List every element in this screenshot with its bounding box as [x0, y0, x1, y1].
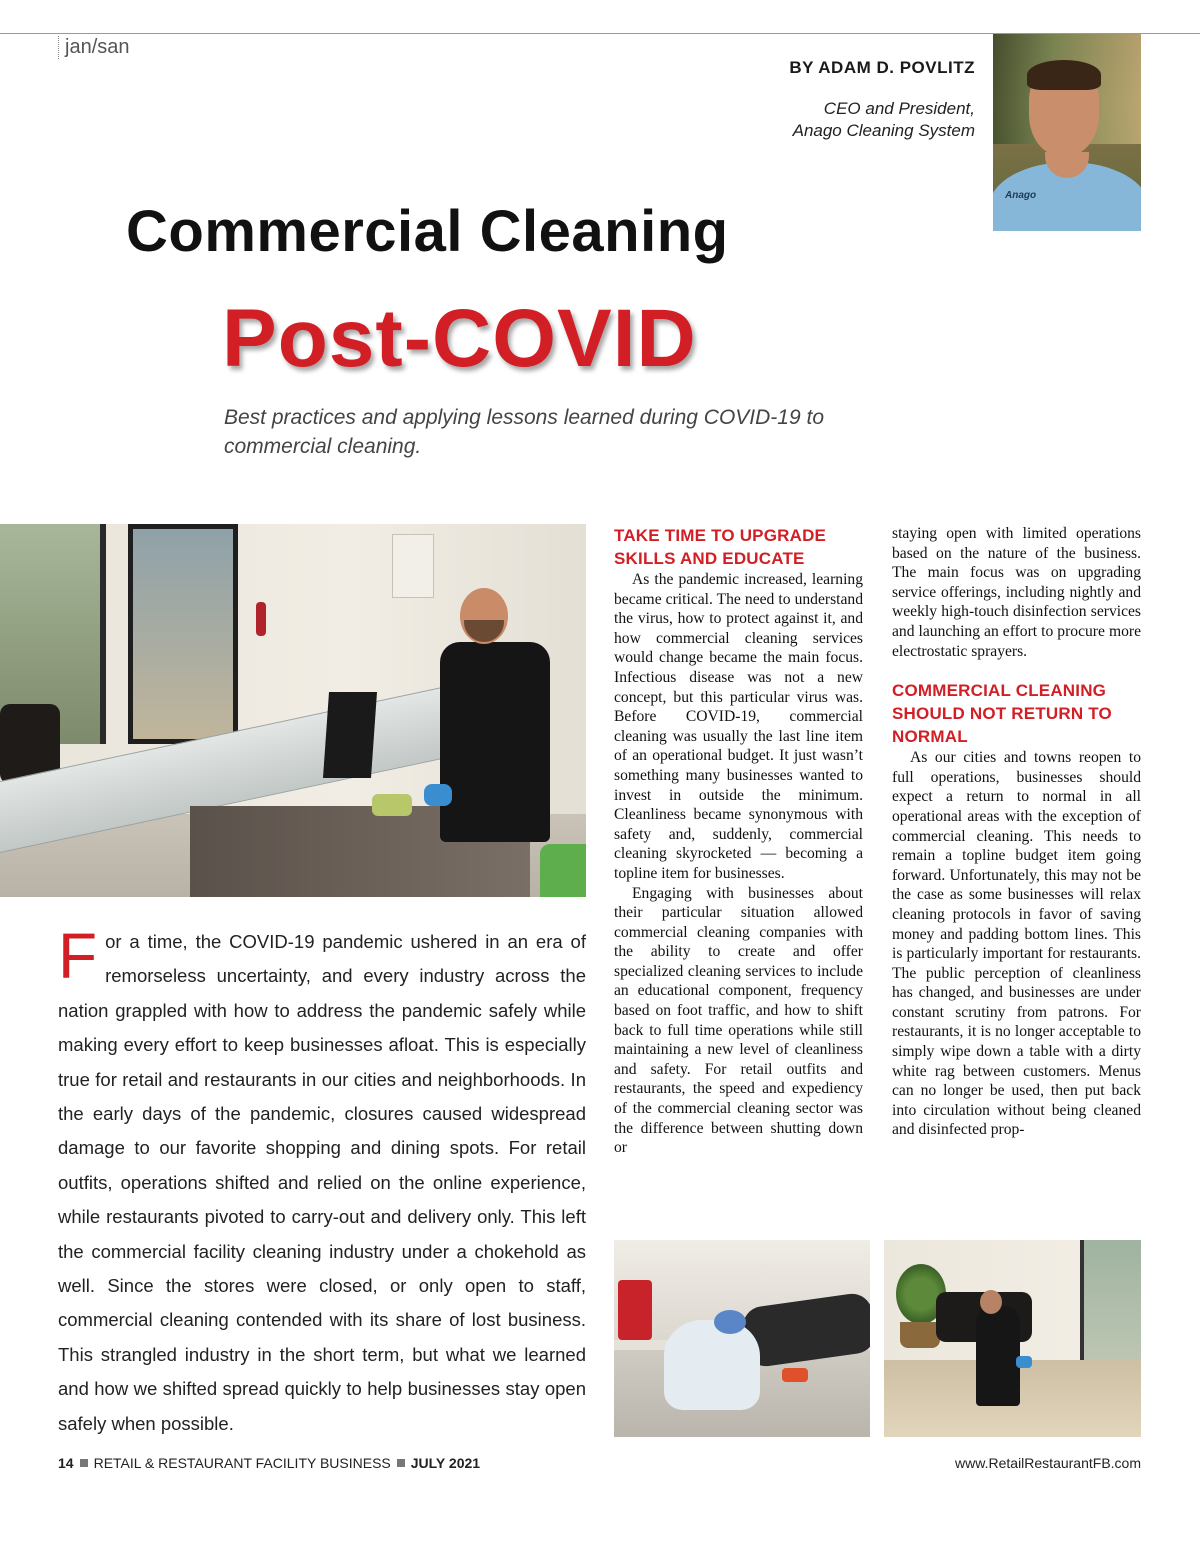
- column-middle-paragraph-2: Engaging with businesses about their particular situation allowed commercial cleaning companies with the ability to create and offer specialized cleaning services to include an educational component, frequency based on foot traffic, and how to shift back to full time operations while still maintaining a new level of cleanliness and safety. For retail outfits and restaurants, the speed and expediency of the commercial cleaning sector was the difference between shutting down or: [614, 884, 863, 1157]
- drop-cap: F: [58, 920, 98, 992]
- author-role-line1: CEO and President,: [823, 99, 975, 118]
- publication-name: RETAIL & RESTAURANT FACILITY BUSINESS: [93, 1455, 391, 1471]
- lead-paragraph: [58, 920, 586, 1441]
- square-bullet-icon: [80, 1459, 88, 1467]
- photo-disinfecting-medical-room: [614, 1240, 870, 1437]
- footer-folio: [58, 1455, 480, 1471]
- page-number: 14: [58, 1455, 74, 1471]
- author-headshot: [993, 34, 1141, 231]
- author-role-line2: Anago Cleaning System: [792, 121, 975, 140]
- column-right-paragraph-1: As our cities and towns reopen to full operations, businesses should expect a return to normal in all operational areas with the exception of commercial cleaning. This needs to remain a topline budget item going forward. Unfortunately, this may not be the case as some businesses will relax cleaning protocols in favor of saving money and padding bottom lines. This is particularly important for restaurants. The public perception of cleanliness has changed, and businesses are under constant scrutiny from patrons. For restaurants, it is no longer acceptable to simply wipe down a table with a dirty white rag between customers. Menus can no longer be used, then put back into circulation without being cleaned and disinfected prop-: [892, 749, 1141, 1139]
- section-tag: jan/san: [58, 36, 130, 59]
- photo-cleaning-lobby-table: [884, 1240, 1141, 1437]
- headline: Commercial Cleaning: [126, 199, 729, 264]
- square-bullet-icon: [397, 1459, 405, 1467]
- byline: BY ADAM D. POVLITZ: [789, 58, 975, 77]
- headshot-shirt-logo: Anago: [1005, 190, 1037, 201]
- headline-accent: Post-COVID: [222, 293, 697, 384]
- author-role: [793, 98, 975, 142]
- column-middle: [614, 524, 863, 1158]
- subhead-upgrade-skills: TAKE TIME TO UPGRADE SKILLS AND EDUCATE: [614, 526, 827, 568]
- main-photo-cleaning-reception-desk: [0, 524, 586, 897]
- footer-url: www.RetailRestaurantFB.com: [955, 1455, 1141, 1471]
- column-middle-paragraph-1: As the pandemic increased, learning became critical. The need to understand the virus, how to protect against it, and how commercial cleaning services would change became the main focus. Infectious disease was not a new concept, but this particular virus was. Before COVID-19, commercial cleaning was usually the last line item of an operational budget. It just wasn’t something many businesses wanted to invest in outside the minimum. Cleanliness became synonymous with safety and, suddenly, commercial cleaning skyrocketed — becoming a topline item for businesses.: [614, 571, 863, 882]
- lead-text: or a time, the COVID-19 pandemic ushered in an era of remorseless uncertainty, and every industry across the nation grappled with how to address the pandemic safely while making every effort to keep businesses afloat. This is especially true for retail and restaurants in our cities and neighborhoods. In the early days of the pandemic, closures caused widespread damage to our favorite shopping and dining spots. For retail outfits, operations shifted and relied on the online experience, while restaurants pivoted to carry-out and delivery only. This left the commercial facility cleaning industry under a chokehold as well. Since the stores were closed, or only open to staff, commercial cleaning contended with its share of lost business. This strangled industry in the short term, but what we learned and how we shifted spread quickly to help businesses stay open safely when possible.: [58, 931, 586, 1434]
- column-right: [892, 524, 1141, 1140]
- column-right-paragraph-0: staying open with limited operations based on the nature of the business. The main focus was on upgrading service offerings, including nightly and weekly high-touch disinfection services and launching an effort to procure more electrostatic sprayers.: [892, 525, 1141, 660]
- deck-subtitle: Best practices and applying lessons learned during COVID-19 to commercial cleaning.: [224, 406, 824, 458]
- issue-date: JULY 2021: [410, 1455, 481, 1471]
- subhead-not-return-to-normal: COMMERCIAL CLEANING SHOULD NOT RETURN TO NORMAL: [892, 681, 1112, 747]
